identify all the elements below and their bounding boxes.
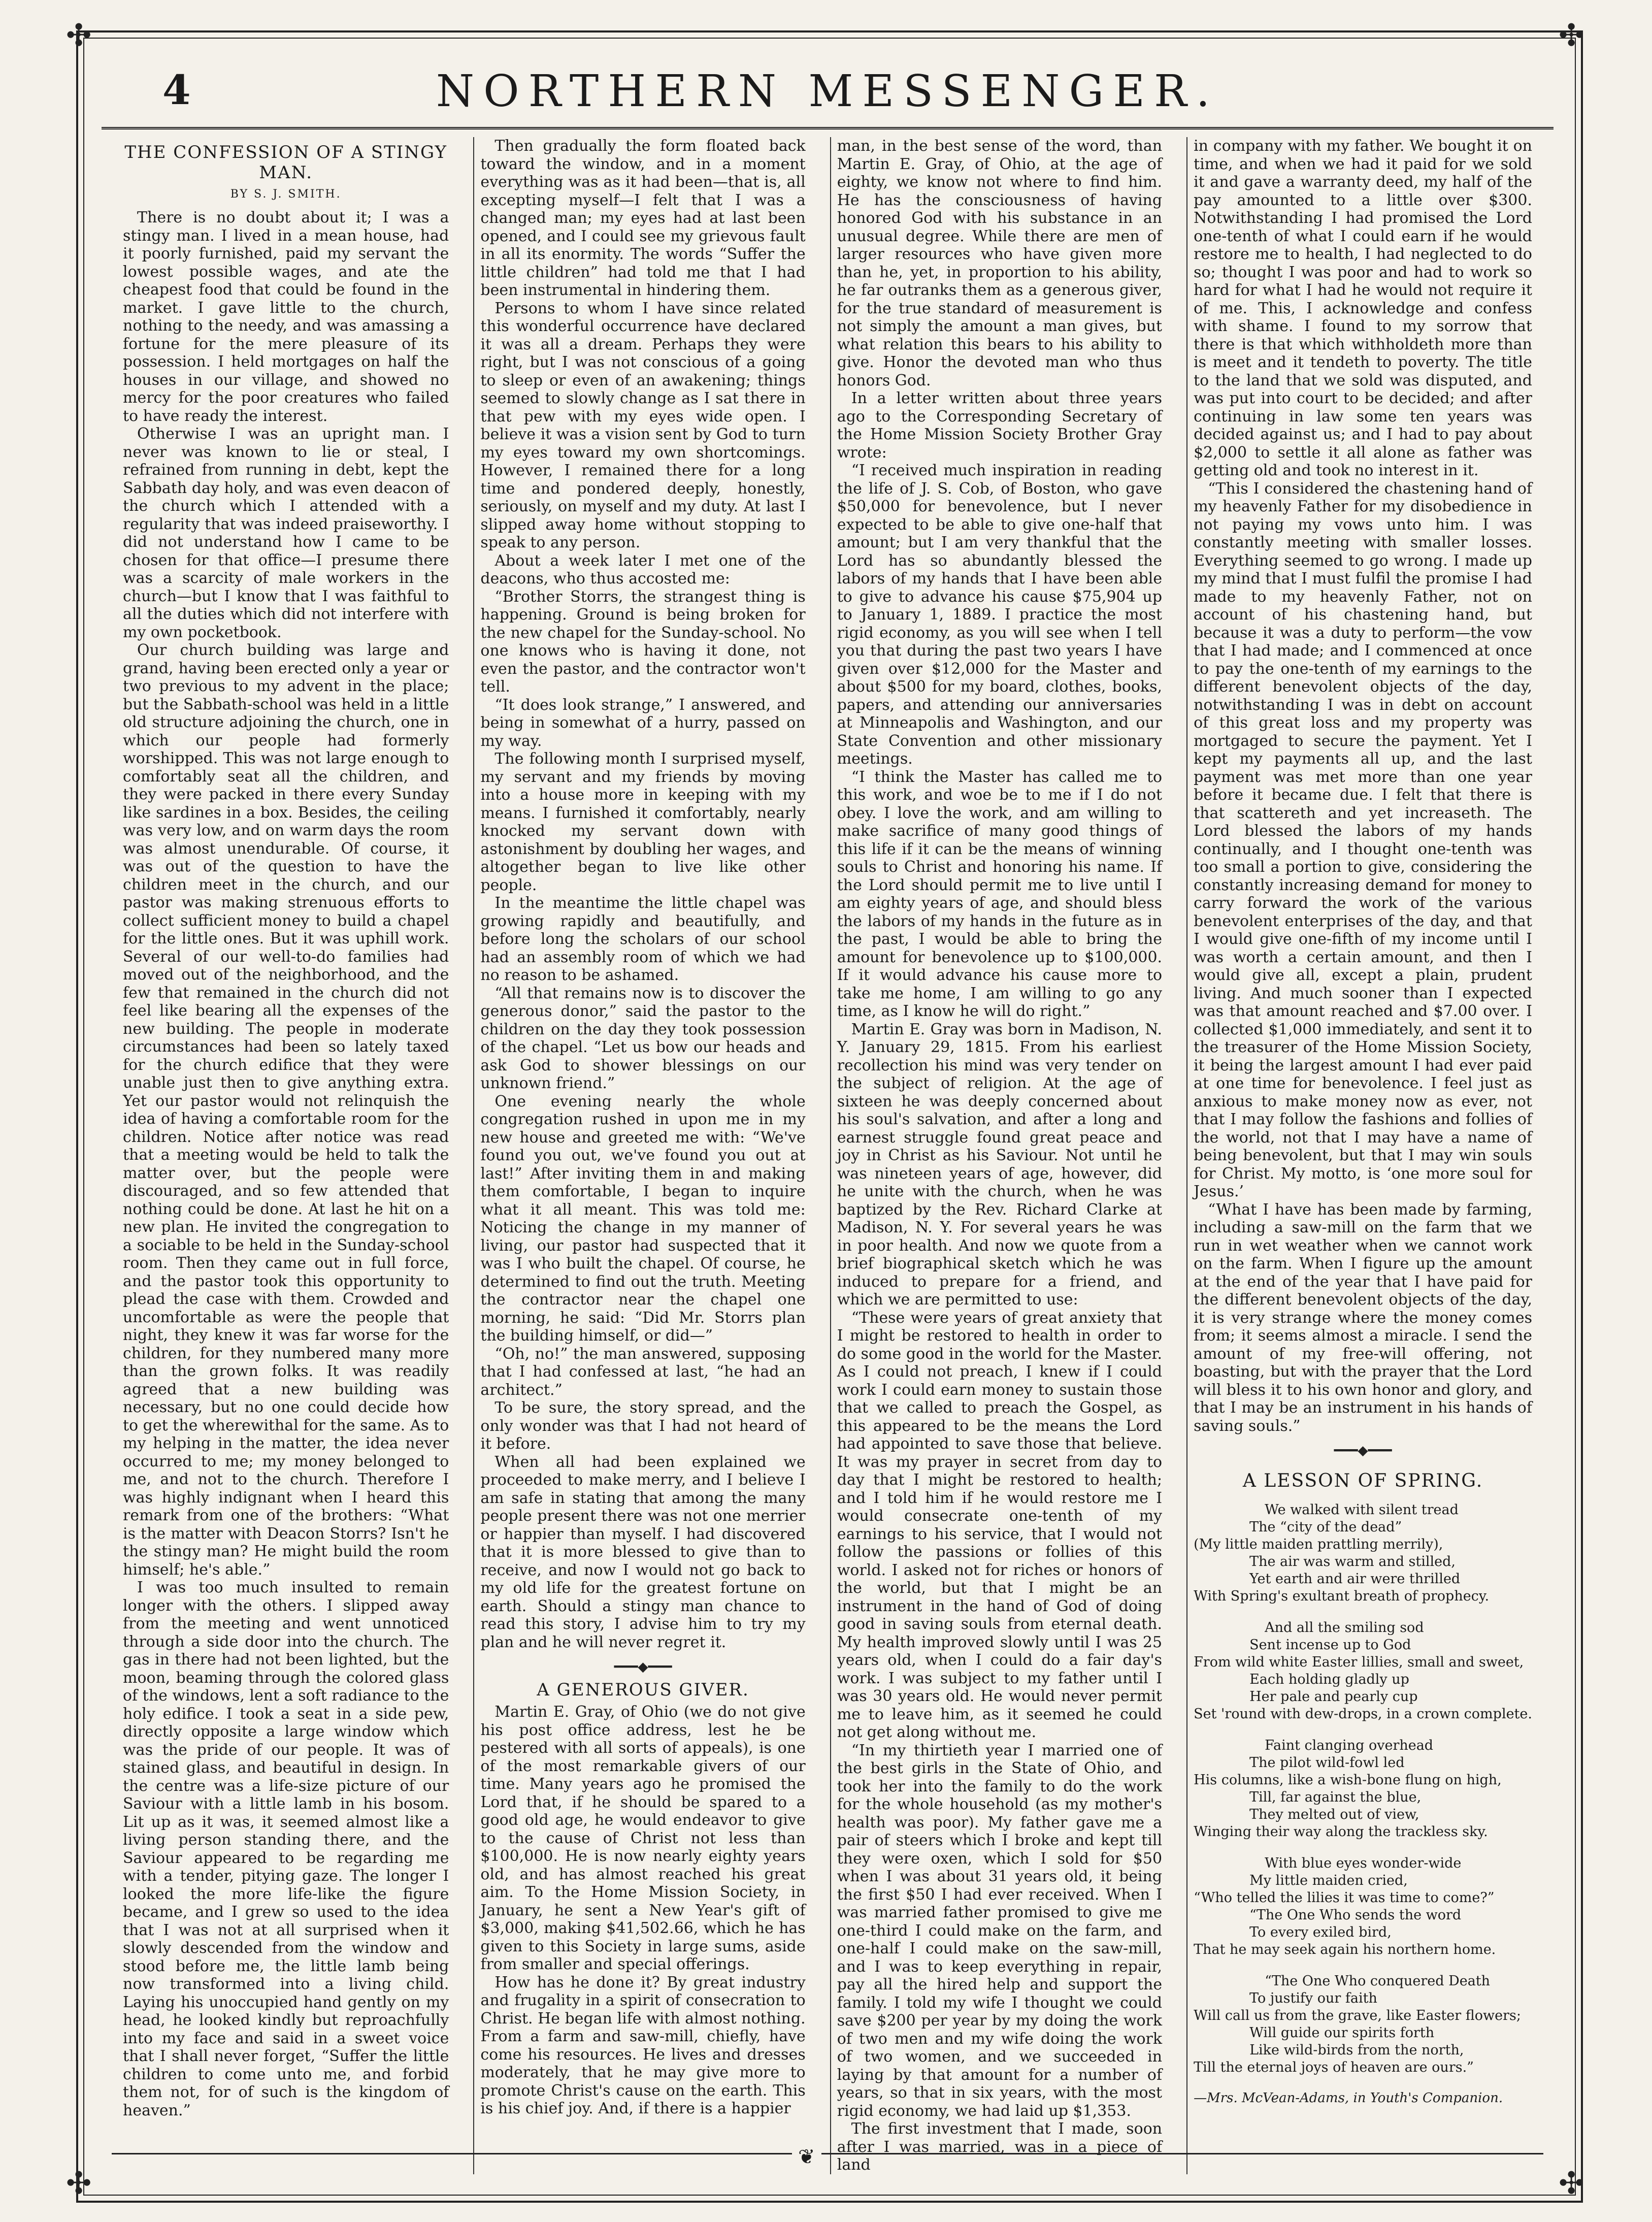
paragraph: Our church building was large and grand, having been erected only a year or two previous to my advent in the place; but the Sabbath-school was held in a little old structure adjoining the church, one in which our people had formerly worshipped. This was not large enough to comfortably seat all the children, and they were packed in there every Sunday like sardines in a box. Besides, the ceiling was very low, and on warm days the room was almost unendurable. Of course, it was out of the question to have the children meet in the church, and our pastor was making strenuous efforts to collect sufficient money to build a chapel for the little ones. But it was uphill work. Several of our well-to-do families had moved out of the neighborhood, and the few that remained in the church did not feel like bearing all the expenses of the new building. The people in moderate circumstances had been so lately taxed for the church edifice that they were unable just then to give anything extra. Yet our pastor would not relinquish the idea of having a comfortable room for the children. Notice after notice was read that a meeting would be held to talk the matter over, but the people were discouraged, and so few attended that nothing could be done. At last he hit on a new plan. He invited the congregation to a sociable to be held in the Sunday-school room. Then they came out in full force, and the pastor took this opportunity to plead the case with them. Crowded and uncomfortable as were the people that night, they knew it was far worse for the children, for they numbered many more than the grown folks. It was readily agreed that a new building was necessary, but no one could decide how to get the wherewithal for the same. As to my helping in the matter, the idea never occurred to me; my money belonged to me, and not to the church. Therefore I was highly indignant when I heard this remark from one of the brothers: “What is the matter with Deacon Storrs? Isn't he the stingy man? He might build the room himself; he's able.” <box>123 641 449 1579</box>
paragraph: “These were years of great anxiety that I might be restored to health in order to do some good in the world for the Master. As I could not preach, I knew if I could work I could earn money to sustain those that we called to preach the Gospel, as this appeared to be the means the Lord had appointed to save those that believe. It was my prayer in secret from day to day that I might be restored to health; and I told him if he would restore me I would consecrate one-tenth of my earnings to his service, that I would not follow the passions or follies of this world. I asked not for riches or honors of the world, but that I might be an instrument in the hand of God of doing good in saving souls from eternal death. My health improved slowly until I was 25 years old, when I could do a fair day's work. I was subject to my father until I was 30 years old. He would never permit me to leave him, as it seemed he could not get along without me. <box>837 1309 1163 1741</box>
poem-line: “Who telled the lilies it was time to come?” <box>1194 1890 1495 1906</box>
poem-line: Will guide our spirits forth <box>1249 2025 1435 2041</box>
corner-ornament-icon: ✣ <box>1559 18 1584 53</box>
poem-line: The pilot wild-fowl led <box>1249 1755 1405 1771</box>
poem-line: Will call us from the grave, like Easter flowers; <box>1194 2008 1521 2023</box>
paragraph: The following month I surprised myself, my servant and my friends by moving into a house more in keeping with my means. I furnished it comfortably, nearly knocked my servant down with astonishment by doubling her wages, and altogether began to live like other people. <box>480 750 806 894</box>
paragraph: How has he done it? By great industry and frugality in a spirit of consecration to Christ. He began life with almost nothing. From a farm and saw-mill, chiefly, have come his resources. He lives and dresses moderately, that he may give more to promote Christ's cause on the earth. This is his chief joy. And, if there is a happier <box>480 1973 806 2117</box>
paragraph: “This I considered the chastening hand of my heavenly Father for my disobedience in not paying my vows unto him. I was constantly meeting with smaller losses. Everything seemed to go wrong. I made up my mind that I must fulfil the promise I had made to my heavenly Father, not on account of his chastening hand, but because it was a duty to perform—the vow that I had made; and I commenced at once to pay the one-tenth of my earnings to the different benevolent objects of the day, notwithstanding I was in debt on account of this great loss and my property was mortgaged to secure the payment. Yet I kept my payments all up, and the last payment was met more than one year before it became due. I felt that there is that scattereth and yet increaseth. The Lord blessed the labors of my hands continually, and I thought one-tenth was too small a portion to give, considering the constantly increasing demand for money to carry forward the work of the various benevolent enterprises of the day, and that I would give one-fifth of my income until I was worth a certain amount, and then I would give all, except a plain, prudent living. And much sooner than I expected was that amount reached and $7.00 over. I collected $1,000 immediately, and sent it to the treasurer of the Home Mission Society, it being the largest amount I had ever paid at one time for benevolence. I feel just as anxious to make money now as ever, not that I may follow the fashions and follies of the world, not that I may have a name of being benevolent, but that I may win souls for Christ. My motto, is ‘one more soul for Jesus.’ <box>1194 479 1532 1200</box>
column-1 <box>117 137 455 2174</box>
column-2 <box>473 137 811 2174</box>
article-columns <box>117 137 1538 2174</box>
paragraph: “Oh, no!” the man answered, supposing that I had confessed at last, “he had an architect.” <box>480 1345 806 1399</box>
poem-stanza <box>1194 1501 1532 1605</box>
poem-line: (My little maiden prattling merrily), <box>1194 1537 1443 1552</box>
poem-line: That he may seek again his northern home. <box>1194 1942 1496 1957</box>
column-4 <box>1186 137 1538 2174</box>
poem-line: And all the smiling sod <box>1265 1620 1424 1636</box>
paragraph: “What I have has been made by farming, including a saw-mill on the farm that we run in wet weather when we cannot work on the farm. When I figure up the amount at the end of the year that I have paid for the different benevolent objects of the day, it is very strange where the money comes from; it seems almost a miracle. I send the amount of my free-will offering, not boasting, but with the prayer that the Lord will bless it to his own honor and glory, and that I may be an instrument in his hands of saving souls.” <box>1194 1200 1532 1435</box>
poem-line: Till the eternal joys of heaven are ours.” <box>1194 2060 1474 2075</box>
poem-line: Each holding gladly up <box>1249 1672 1409 1687</box>
poem-line: With Spring's exultant breath of prophecy. <box>1194 1588 1490 1604</box>
article-title: THE CONFESSION OF A STINGY MAN. <box>124 142 447 183</box>
poem-line: His columns, like a wish-bone flung on high, <box>1194 1772 1502 1788</box>
poem-line: Sent incense up to God <box>1249 1637 1411 1653</box>
poem-title: A LESSON OF SPRING. <box>1242 1471 1483 1491</box>
poem-line: My little maiden cried, <box>1249 1873 1408 1888</box>
poem-line: Till, far against the blue, <box>1249 1789 1422 1805</box>
poem-line: The air was warm and stilled, <box>1249 1554 1456 1570</box>
poem-line: They melted out of view, <box>1249 1807 1419 1822</box>
poem-line: “The One Who sends the word <box>1249 1907 1462 1923</box>
poem-stanza <box>1194 1855 1532 1958</box>
paragraph: There is no doubt about it; I was a stingy man. I lived in a mean house, had it poorly furnished, paid my servant the lowest possible wages, and ate the cheapest food that could be found in the market. I gave little to the church, nothing to the needy, and was amassing a fortune for the mere pleasure of its possession. I held mortgages on half the houses in our village, and showed no mercy for the poor creatures who failed to have ready the interest. <box>123 209 449 425</box>
poem-line: Like wild-birds from the north, <box>1249 2042 1464 2058</box>
poem-line: Yet earth and air were thrilled <box>1249 1571 1461 1587</box>
poem-line: From wild white Easter lillies, small and sweet, <box>1194 1654 1524 1670</box>
paragraph: Then gradually the form floated back toward the window, and in a moment everything was as it had been—that is, all excepting myself—I felt that I was a changed man; my eyes had at last been opened, and I could see my grievous fault in all its enormity. The words “Suffer the little children” had told me that I had been instrumental in hindering them. <box>480 137 806 299</box>
paragraph: Martin E. Gray, of Ohio (we do not give his post office address, lest he be pestered with all sorts of appeals), is one of the most remarkable givers of our time. Many years ago he promised the Lord that, if he should be spared to a good old age, he would endeavor to give to the cause of Christ not less than $100,000. He is now nearly eighty years old, and has almost reached his great aim. To the Home Mission Society, in January, he sent a New Year's gift of $3,000, making $41,502.66, which he has given to this Society in large sums, aside from smaller and special offerings. <box>480 1703 806 1973</box>
section-divider-icon: ━━━◆━━━ <box>1334 1443 1392 1458</box>
corner-ornament-icon: ✣ <box>66 2166 92 2201</box>
column-3 <box>830 137 1168 2174</box>
corner-ornament-icon: ✣ <box>1559 2166 1584 2201</box>
poem-line: With blue eyes wonder-wide <box>1265 1855 1462 1871</box>
poem-line: Winging their way along the trackless sky. <box>1194 1824 1488 1840</box>
poem-line: Set 'round with dew-drops, in a crown complete. <box>1194 1706 1532 1722</box>
paragraph: I was too much insulted to remain longer with the others. I slipped away from the meeting and went unnoticed through a side door into the church. The gas in there had not been lighted, but the moon, beaming through the colored glass of the windows, lent a soft radiance to the holy edifice. I took a seat in a side pew, directly opposite a large window which was the pride of our people. It was of stained glass, and beautiful in design. In the centre was a life-size picture of our Saviour with a little lamb in his bosom. Lit up as it was, it seemed almost like a living person standing there, and the Saviour appeared to be regarding me with a tender, pitying gaze. The longer I looked the more life-like the figure became, and I grew so used to the idea that I was not at all surprised when it slowly descended from the window and stood before me, the little lamb being now transformed into a living child. Laying his unoccupied hand gently on my head, he looked kindly but reproachfully into my face and said in a sweet voice that I shall never forget, “Suffer the little children to come unto me, and forbid them not, for of such is the kingdom of heaven.” <box>123 1579 449 2119</box>
page-number: 4 <box>162 66 191 114</box>
paragraph: man, in the best sense of the word, than Martin E. Gray, of Ohio, at the age of eighty, we know not where to find him. He has the consciousness of having honored God with his substance in an unusual degree. While there are men of larger resources who have given more than he, yet, in proportion to his ability, he far outranks them as a generous giver, for the true standard of measurement is not simply the amount a man gives, but what relation this bears to his ability to give. Honor the devoted man who thus honors God. <box>837 137 1163 389</box>
poem-stanza <box>1194 1737 1532 1841</box>
paragraph: “It does look strange,” I answered, and being in somewhat of a hurry, passed on my way. <box>480 696 806 750</box>
paragraph: “In my thirtieth year I married one of the best girls in the State of Ohio, and took her into the family to do the work for the whole household (as my mother's health was poor). My father gave me a pair of steers which I broke and kept till they were oxen, which I sold for $50 when I was about 31 years old, it being the first $50 I had ever received. When I was married father promised to give me one-third I could make on the farm, and one-half I could make on the saw-mill, and I was to keep everything in repair, pay all the hired help and support the family. I told my wife I thought we could save $200 per year by my doing the work of two men and my wife doing the work of two women, and we succeeded in laying by that amount for a number of years, so that in six years, with the most rigid economy, we had laid up $1,353. <box>837 1741 1163 2120</box>
paragraph: About a week later I met one of the deacons, who thus accosted me: <box>480 551 806 587</box>
poem-line: We walked with silent tread <box>1265 1502 1459 1518</box>
paragraph: in company with my father. We bought it on time, and when we had it paid for we sold it and gave a warranty deed, my half of the pay amounted to a little over $300. Notwithstanding I had promised the Lord one-tenth of what I could earn if he would restore me to health, I had neglected to do so; thought I was poor and had to work so hard for what I had he would not require it of me. This, I acknowledge and confess with shame. I found to my sorrow that there is that which withholdeth more than is meet and it tendeth to poverty. The title to the land that we sold was disputed, and was put into court to be decided; and after continuing in law some ten years was decided against us; and I had to pay about $2,000 to settle it all alone as father was getting old and took no interest in it. <box>1194 137 1532 479</box>
paragraph: Martin E. Gray was born in Madison, N. Y. January 29, 1815. From his earliest recollection his mind was very tender on the subject of religion. At the age of sixteen he was deeply concerned about his soul's salvation, and after a long and earnest struggle found great peace and joy in Christ as his Saviour. Not until he was nineteen years of age, however, did he unite with the church, when he was baptized by the Rev. Richard Clarke at Madison, N. Y. For several years he was in poor health. And now we quote from a brief biographical sketch which he was induced to prepare for a friend, and which we are permitted to use: <box>837 1020 1163 1309</box>
poem-line: To every exiled bird, <box>1249 1924 1392 1940</box>
poem-line: To justify our faith <box>1249 1990 1377 2006</box>
masthead: NORTHERN MESSENGER. <box>436 66 1219 117</box>
page-header <box>102 51 1554 129</box>
paragraph: “I received much inspiration in reading the life of J. S. Cob, of Boston, who gave $50,000 for benevolence, but I never expected to be able to give one-half that amount; but I am very thankful that the Lord has so abundantly blessed the labors of my hands that I have been able to give to advance his cause $75,904 up to January 1, 1889. I practice the most rigid economy, as you will see when I tell you that during the past two years I have given over $12,000 for the Master and about $500 for my board, clothes, books, papers, and attending our anniversaries at Minneapolis and Washington, and our State Convention and other missionary meetings. <box>837 462 1163 768</box>
footer-ornament-icon: ❦ <box>792 2145 821 2169</box>
paragraph: The first investment that I made, soon after I was married, was in a piece of land <box>837 2120 1163 2174</box>
paragraph: “I think the Master has called me to this work, and woe be to me if I do not obey. I love the work, and am willing to make sacrifice of many good things of this life if it can be the means of winning souls to Christ and honoring his name. If the Lord should permit me to live until I am eighty years of age, and should bless the labors of my hands in the future as in the past, I would be able to bring the amount for benevolence up to $100,000. If it would advance his cause more to take me home, I am willing to go any time, as I know he will do right.” <box>837 768 1163 1020</box>
poem-line: Her pale and pearly cup <box>1249 1689 1418 1705</box>
paragraph: “Brother Storrs, the strangest thing is happening. Ground is being broken for the new chapel for the Sunday-school. No one knows who is having it done, not even the pastor, and the contractor won't tell. <box>480 587 806 696</box>
paragraph: Persons to whom I have since related this wonderful occurrence have declared it was all a dream. Perhaps they were right, but I was not conscious of a going to sleep or even of an awakening; things seemed to slowly change as I sat there in that pew with my eyes wide open. I believe it was a vision sent by God to turn my eyes toward my own shortcomings. However, I remained there for a long time and pondered deeply, honestly, seriously, on myself and my duty. At last I slipped away home without stopping to speak to any person. <box>480 299 806 551</box>
article-title-2: A GENEROUS GIVER. <box>537 1680 749 1700</box>
paragraph: Otherwise I was an upright man. I never was known to lie or steal, I refrained from running in debt, kept the Sabbath day holy, and was even deacon of the church which I attended with a regularity that was indeed praiseworthy. I did not understand how I came to be chosen for that office—I presume there was a scarcity of male workers in the church—but I know that I was faithful to all the duties which did not interfere with my own pocketbook. <box>123 425 449 641</box>
paragraph: To be sure, the story spread, and the only wonder was that I had not heard of it before. <box>480 1399 806 1453</box>
paragraph: In a letter written about three years ago to the Corresponding Secretary of the Home Mission Society Brother Gray wrote: <box>837 389 1163 462</box>
paragraph: One evening nearly the whole congregation rushed in upon me in my new house and greeted me with: “We've found you out, we've found you out at last!” After inviting them in and making them comfortable, I began to inquire what it all meant. This was told me: Noticing the change in my manner of living, our pastor had suspected that it was I who built the chapel. Of course, he determined to find out the truth. Meeting the contractor near the chapel one morning, he said: “Did Mr. Storrs plan the building himself, or did—” <box>480 1092 806 1345</box>
poem-stanza <box>1194 1973 1532 2076</box>
poem-line: “The One Who conquered Death <box>1265 1973 1491 1989</box>
byline: BY S. J. SMITH. <box>230 188 342 201</box>
poem-line: Faint clanging overhead <box>1265 1738 1434 1753</box>
paragraph: When all had been explained we proceeded to make merry, and I believe I am safe in stating that among the many people present there was not one merrier or happier than myself. I had discovered that it is more blessed to give than to receive, and now I would not go back to my old life for the greatest fortune on earth. Should a stingy man chance to read this story, I advise him to try my plan and he will never regret it. <box>480 1453 806 1651</box>
footer-rule <box>112 2153 1543 2154</box>
paragraph: “All that remains now is to discover the generous donor,” said the pastor to the children on the day they took possession of the chapel. “Let us bow our heads and ask God to shower blessings on our unknown friend.” <box>480 984 806 1092</box>
paragraph: In the meantime the little chapel was growing rapidly and beautifully, and before long the scholars of our school had an assembly room of which we had no reason to be ashamed. <box>480 894 806 984</box>
poem-stanza <box>1194 1619 1532 1723</box>
poem-line: The “city of the dead” <box>1249 1519 1402 1535</box>
section-divider-icon: ━━━◆━━━ <box>614 1659 672 1675</box>
poem-attribution: —Mrs. McVean-Adams, in Youth's Companion. <box>1194 2090 1503 2106</box>
corner-ornament-icon: ✣ <box>66 18 92 53</box>
